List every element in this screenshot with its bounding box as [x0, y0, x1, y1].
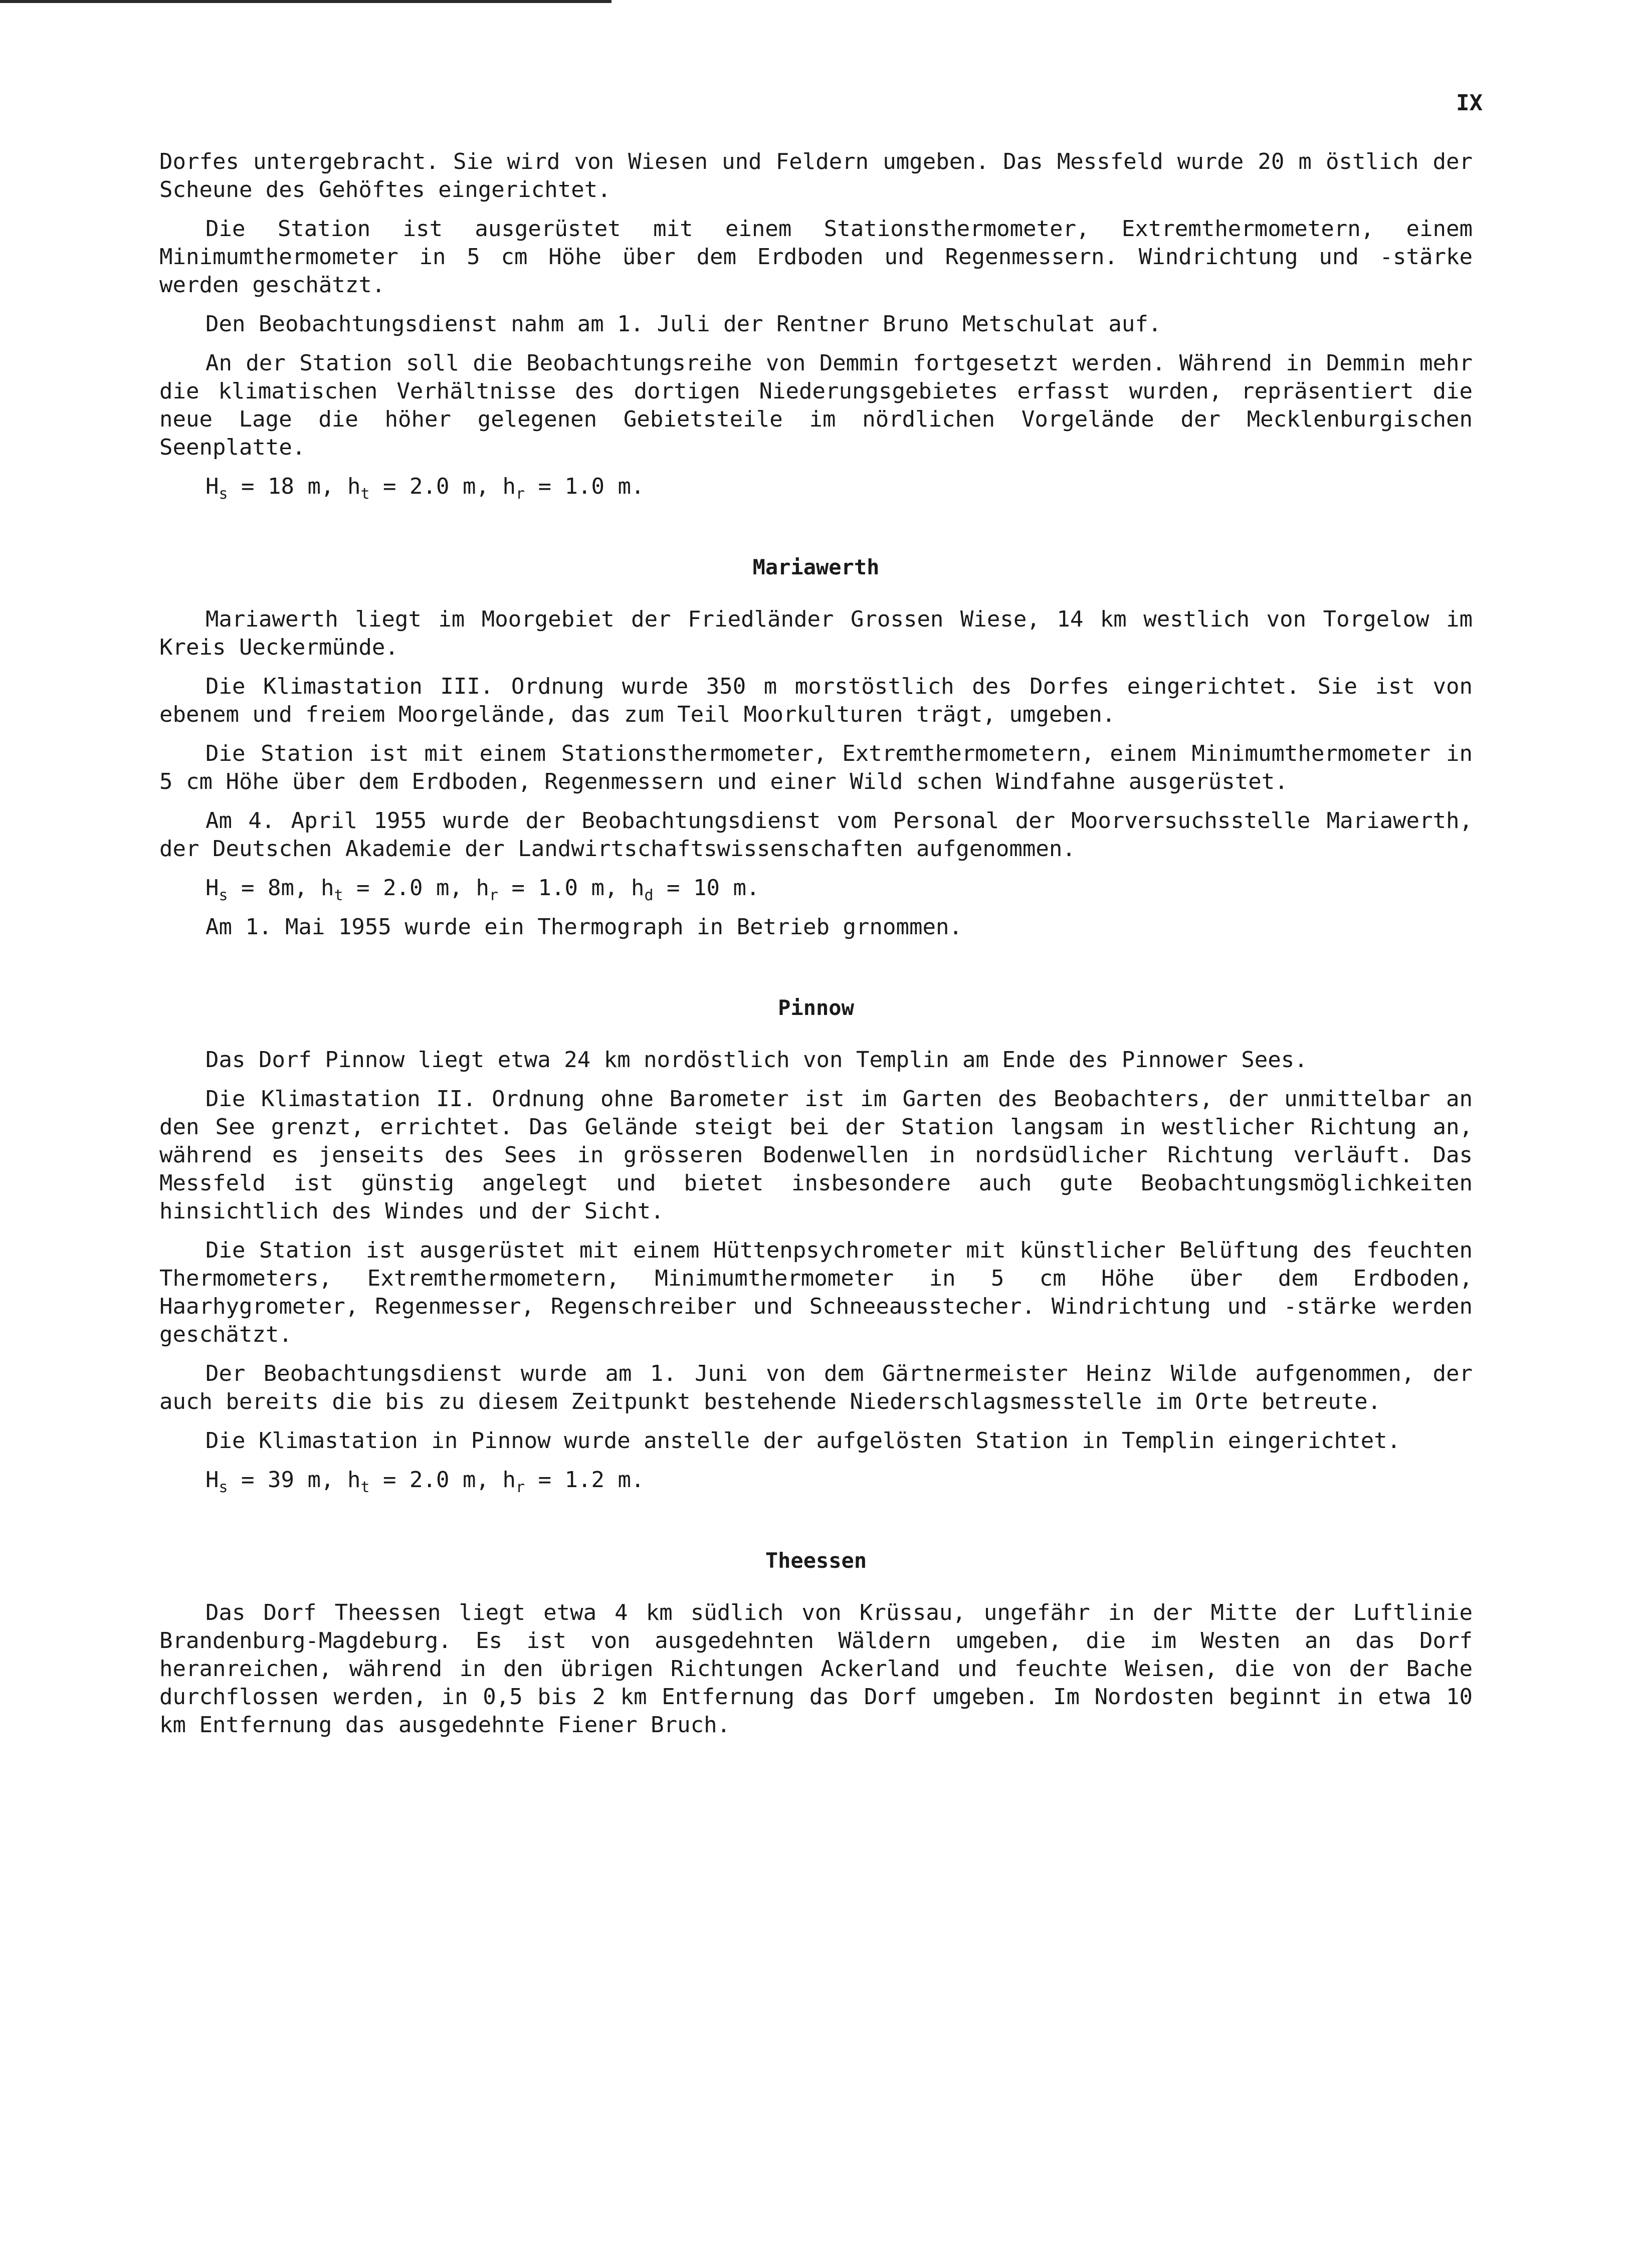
paragraph: Das Dorf Pinnow liegt etwa 24 km nordöstlich von Templin am Ende des Pinnower Sees.	[206, 1047, 1308, 1073]
section-mariawerth	[159, 555, 1473, 941]
section-pinnow	[159, 995, 1473, 1494]
paragraph: Dorfes untergebracht. Sie wird von Wiesen und Feldern umgeben. Das Messfeld wurde 20 m östlich der Scheune des Gehöftes eingerichtet.	[159, 149, 1473, 202]
paragraph: Mariawerth liegt im Moorgebiet der Friedländer Grossen Wiese, 14 km westlich von Torgelow im Kreis Ueckermünde.	[159, 606, 1473, 660]
section-heading: Pinnow	[778, 995, 854, 1020]
ht-value: 2.0 m	[383, 875, 450, 901]
hr-value: 1.0 m.	[564, 474, 645, 499]
hs-value: 8m	[268, 875, 295, 901]
paragraph: Am 1. Mai 1955 wurde ein Thermograph in Betrieb grnommen.	[206, 914, 962, 940]
hr-value: 1.2 m.	[564, 1467, 645, 1493]
paragraph: Die Klimastation in Pinnow wurde anstelle der aufgelösten Station in Templin eingerichtet.	[206, 1428, 1401, 1454]
paragraph: Die Klimastation III. Ordnung wurde 350 m morstöstlich des Dorfes eingerichtet. Sie ist von ebenem und freiem Moorgelände, das zum Teil Moorkulturen trägt, umgeben.	[159, 674, 1473, 727]
scan-edge-line	[0, 0, 611, 3]
paragraph: Das Dorf Theessen liegt etwa 4 km südlich von Krüssau, ungefähr in der Mitte der Luftlinie Brandenburg-Magdeburg. Es ist von ausgedehnten Wäldern umgeben, die im Westen an das Dorf heranreichen, während in den übrigen Richtungen Ackerland und feuchte Weisen, die von der Bache durchflossen werden, in 0,5 bis 2 km Entfernung das Dorf umgeben. Im Nordosten beginnt in etwa 10 km Entfernung das ausgedehnte Fiener Bruch.	[159, 1600, 1473, 1738]
intro-section	[159, 148, 1473, 501]
section-theessen	[159, 1548, 1473, 1739]
paragraph: Am 4. April 1955 wurde der Beobachtungsdienst vom Personal der Moorversuchsstelle Mariawerth, der Deutschen Akademie der Landwirtschaftswissenschaften aufgenommen.	[159, 808, 1473, 862]
paragraph: Der Beobachtungsdienst wurde am 1. Juni von dem Gärtnermeister Heinz Wilde aufgenommen, der auch bereits die bis zu diesem Zeitpunkt bestehende Niederschlagsmesstelle im Orte betreute.	[159, 1361, 1473, 1414]
height-formula: $H_s = 8m$, $h_t = 2.0$ m, $h_r = 1.0$ m, $h_d = 10$ m.	[206, 875, 760, 904]
hs-value: 18 m	[268, 474, 321, 499]
ht-value: 2.0 m	[410, 474, 476, 499]
paragraph: Die Station ist ausgerüstet mit einem Stationsthermometer, Extremthermometern, einem Minimumthermometer in 5 cm Höhe über dem Erdboden und Regenmessern. Windrichtung und -stärke werden geschätzt.	[159, 216, 1473, 298]
section-heading: Mariawerth	[752, 555, 880, 579]
paragraph: Die Station ist mit einem Stationsthermometer, Extremthermometern, einem Minimumthermometer in 5 cm Höhe über dem Erdboden, Regenmessern und einer Wild schen Windfahne ausgerüstet.	[159, 741, 1473, 794]
paragraph: Die Station ist ausgerüstet mit einem Hüttenpsychrometer mit künstlicher Belüftung des feuchten Thermometers, Extremthermometern, Minimumthermometer in 5 cm Höhe über dem Erdboden, Haarhygrometer, Regenmesser, Regenschreiber und Schneeausstecher. Windrichtung und -stärke werden geschätzt.	[159, 1238, 1473, 1347]
paragraph: Die Klimastation II. Ordnung ohne Barometer ist im Garten des Beobachters, der unmittelbar an den See grenzt, errichtet. Das Gelände steigt bei der Station langsam in westlicher Richtung an, während es jenseits des Sees in grösseren Bodenwellen in nordsüdlicher Richtung verläuft. Das Messfeld ist günstig angelegt und bietet insbesondere auch gute Beobachtungsmöglichkeiten hinsichtlich des Windes und der Sicht.	[159, 1086, 1473, 1224]
ht-value: 2.0 m	[410, 1467, 476, 1493]
document-body	[159, 148, 1473, 1750]
page-number: IX	[1456, 90, 1483, 116]
hr-value: 1.0 m	[538, 875, 604, 901]
section-heading: Theessen	[765, 1548, 867, 1573]
hs-value: 39 m	[268, 1467, 321, 1493]
height-formula: $H_s = 39$ m, $h_t = 2.0$ m, $h_r = 1.2$ m.	[206, 1467, 645, 1496]
hd-value: 10 m.	[693, 875, 760, 901]
height-formula: $H_s = 18$ m, $h_t = 2.0$ m, $h_r = 1.0$ m.	[206, 474, 645, 503]
paragraph: An der Station soll die Beobachtungsreihe von Demmin fortgesetzt werden. Während in Demmin mehr die klimatischen Verhältnisse des dortigen Niederungsgebietes erfasst wurden, repräsentiert die neue Lage die höher gelegenen Gebietsteile im nördlichen Vorgelände der Mecklenburgischen Seenplatte.	[159, 350, 1473, 460]
paragraph: Den Beobachtungsdienst nahm am 1. Juli der Rentner Bruno Metschulat auf.	[206, 311, 1162, 337]
